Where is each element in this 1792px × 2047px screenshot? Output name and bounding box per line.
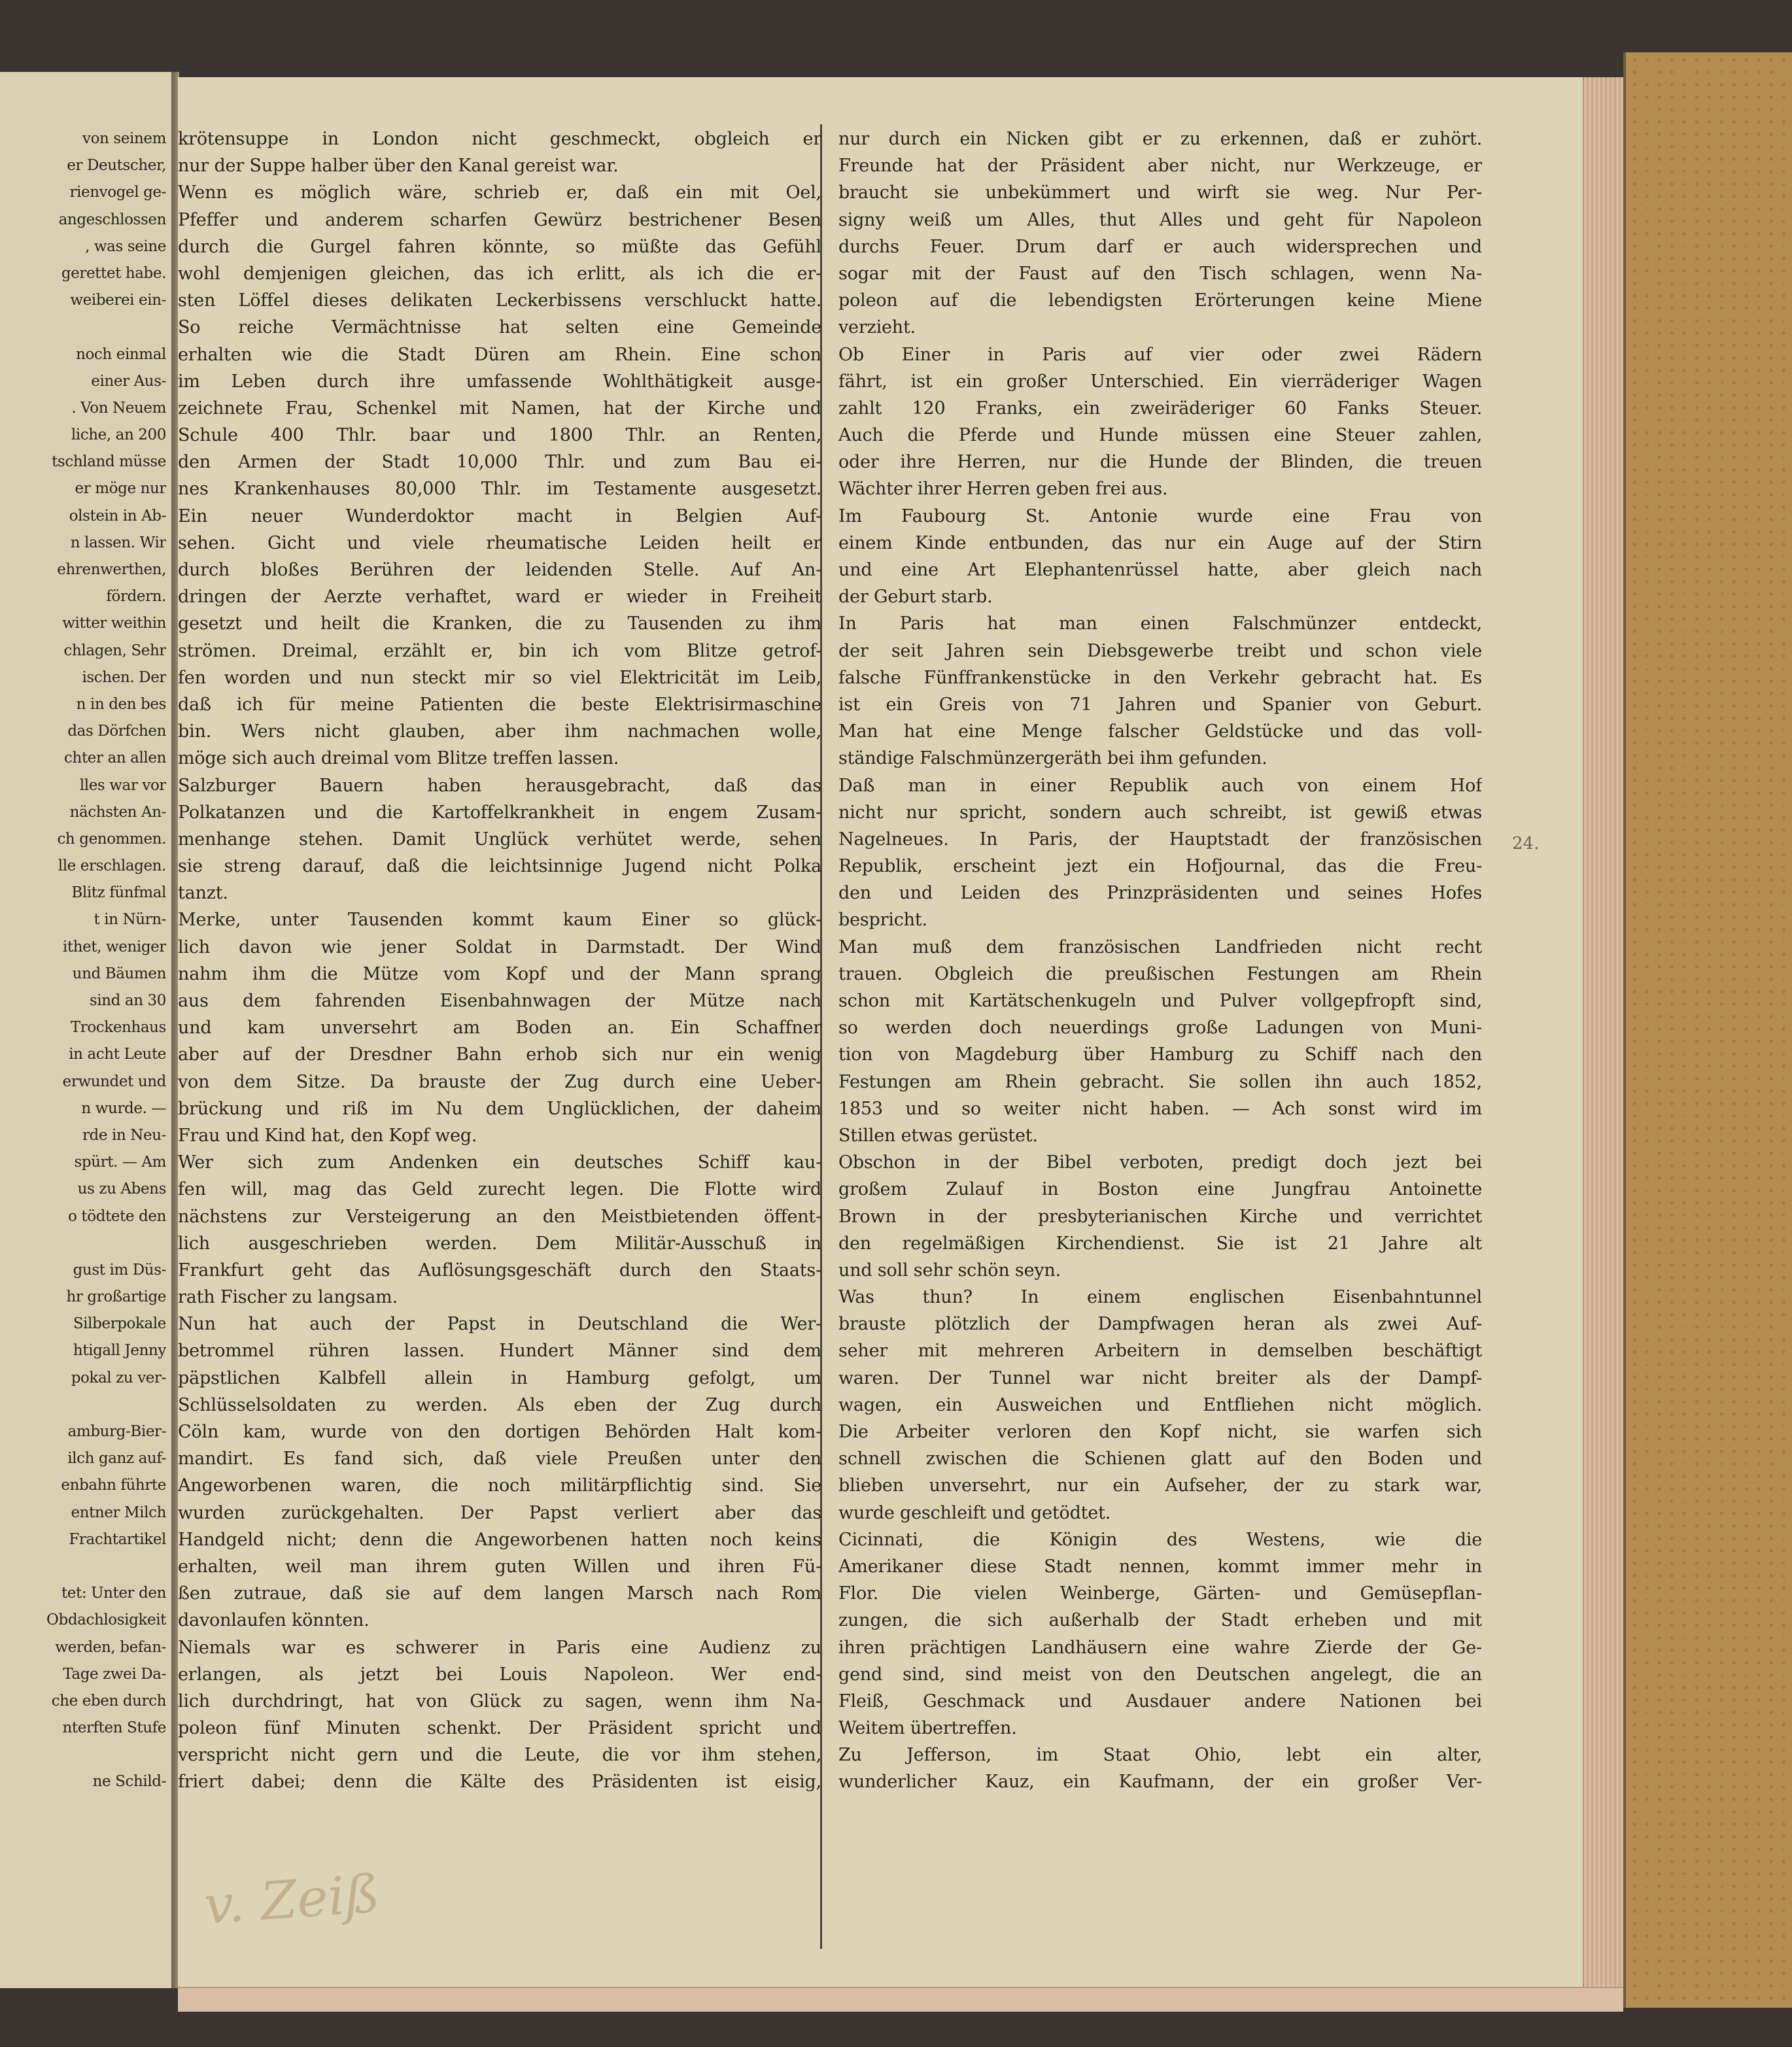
text-line: ehrenwerthen, xyxy=(57,561,166,578)
text-line: n in den bes xyxy=(76,695,166,713)
text-line: im Leben durch ihre umfassende Wohlthätigkeit ausge- xyxy=(178,371,821,392)
text-line: Cicinnati, die Königin des Westens, wie die xyxy=(838,1529,1482,1550)
text-line: fen will, mag das Geld zurecht legen. Die Flotte wird xyxy=(178,1179,821,1200)
text-line: erhalten wie die Stadt Düren am Rhein. Eine schon xyxy=(178,344,821,365)
text-line: schon mit Kartätschenkugeln und Pulver vollgepfropft sind, xyxy=(838,991,1482,1011)
bottom-page-edge xyxy=(178,1987,1623,2012)
text-line: zeichnete Frau, Schenkel mit Namen, hat der Kirche und xyxy=(178,398,821,419)
text-line: tanzt. xyxy=(178,883,228,904)
text-line: das Dörfchen xyxy=(67,723,166,740)
text-line: sehen. Gicht und viele rheumatische Leiden heilt er xyxy=(178,532,821,553)
text-line: Obschon in der Bibel verboten, predigt doch jezt bei xyxy=(838,1152,1482,1173)
text-line: großem Zulauf in Boston eine Jungfrau Antoinette xyxy=(838,1179,1482,1200)
text-line: Ob Einer in Paris auf vier oder zwei Rädern xyxy=(838,344,1482,365)
right-page xyxy=(178,77,1583,1987)
margin-note: 24. xyxy=(1512,834,1540,853)
text-line: Niemals war es schwerer in Paris eine Audienz zu xyxy=(178,1637,821,1658)
text-line: Wenn es möglich wäre, schrieb er, daß ein mit Oel, xyxy=(178,182,821,203)
text-line: päpstlichen Kalbfell allein in Hamburg gefolgt, um xyxy=(178,1368,821,1388)
text-line: Frau und Kind hat, den Kopf weg. xyxy=(178,1125,477,1146)
text-line: bespricht. xyxy=(838,910,927,931)
text-line: nur durch ein Nicken gibt er zu erkennen, daß er zuhört. xyxy=(838,129,1482,149)
text-line: , was seine xyxy=(85,237,166,255)
text-line: poleon auf die lebendigsten Erörterungen keine Miene xyxy=(838,290,1482,311)
text-line: chlagen, Sehr xyxy=(63,642,166,659)
left-page xyxy=(0,72,178,1988)
text-line: nicht nur spricht, sondern auch schreibt, ist gewiß etwas xyxy=(838,802,1482,823)
text-line: angeschlossen xyxy=(58,211,166,228)
text-line: ständige Falschmünzergeräth bei ihm gefunden. xyxy=(838,748,1267,769)
text-line: Salzburger Bauern haben herausgebracht, daß das xyxy=(178,775,821,796)
right-column-text xyxy=(838,126,1482,1796)
text-line: ßen zutraue, daß sie auf dem langen Marsch nach Rom xyxy=(178,1583,821,1604)
text-line xyxy=(9,314,166,341)
text-line: werden, befan- xyxy=(55,1638,166,1656)
text-line: Brown in der presbyterianischen Kirche und verrichtet xyxy=(838,1206,1482,1227)
text-line: einem Kinde entbunden, das nur ein Auge auf der Stirn xyxy=(838,532,1482,553)
text-line: enbahn führte xyxy=(61,1477,166,1494)
text-line: ist ein Greis von 71 Jahren und Spanier von Geburt. xyxy=(838,694,1482,715)
text-line: Ein neuer Wunderdoktor macht in Belgien Auf- xyxy=(178,506,821,526)
text-line: liche, an 200 xyxy=(71,426,166,444)
text-line: falsche Fünffrankenstücke in den Verkehr gebracht hat. Es xyxy=(838,667,1482,688)
left-column-text xyxy=(9,126,166,1796)
text-line: Schule 400 Thlr. baar und 1800 Thlr. an Renten, xyxy=(178,425,821,446)
text-line: nächsten An- xyxy=(69,803,166,821)
text-line: rath Fischer zu langsam. xyxy=(178,1287,398,1308)
text-line: aber auf der Dresdner Bahn erhob sich nur ein wenig xyxy=(178,1044,821,1065)
text-line xyxy=(9,1230,166,1257)
text-line: dringen der Aerzte verhaftet, ward er wieder in Freiheit xyxy=(178,587,821,608)
middle-column-text xyxy=(178,126,821,1796)
text-line: und soll sehr schön seyn. xyxy=(838,1260,1061,1281)
text-line: in acht Leute xyxy=(69,1046,166,1063)
text-line: lich durchdringt, hat von Glück zu sagen, wenn ihm Na- xyxy=(178,1691,821,1712)
text-line: verzieht. xyxy=(838,317,916,338)
text-line: rienvogel ge- xyxy=(69,184,166,201)
text-line: schnell zwischen die Schienen glatt auf den Boden und xyxy=(838,1449,1482,1470)
text-line: sogar mit der Faust auf den Tisch schlagen, wenn Na- xyxy=(838,263,1482,284)
text-line: trauen. Obgleich die preußischen Festungen am Rhein xyxy=(838,963,1482,984)
text-line: spürt. — Am xyxy=(74,1154,166,1171)
text-line: friert dabei; denn die Kälte des Präsidenten ist eisig, xyxy=(178,1772,821,1793)
text-line: weiberei ein- xyxy=(70,292,166,309)
text-line: und Bäumen xyxy=(72,965,166,982)
text-line: fen worden und nun steckt mir so viel Elektricität im Leib, xyxy=(178,667,821,688)
text-line: aus dem fahrenden Eisenbahnwagen der Mütze nach xyxy=(178,991,821,1011)
text-line: tet: Unter den xyxy=(61,1585,166,1602)
text-line: us zu Abens xyxy=(77,1180,166,1198)
text-line: Festungen am Rhein gebracht. Sie sollen ihn auch 1852, xyxy=(838,1071,1482,1092)
text-line: Nagelneues. In Paris, der Hauptstadt der französischen xyxy=(838,829,1482,850)
text-line: Pfeffer und anderem scharfen Gewürz bestrichener Besen xyxy=(178,209,821,230)
text-line: nächstens zur Versteigerung an den Meistbietenden öffent- xyxy=(178,1206,821,1227)
text-line: amburg-Bier- xyxy=(67,1423,166,1440)
text-line: lich davon wie jener Soldat in Darmstadt. Der Wind xyxy=(178,937,821,957)
cover-board xyxy=(1623,52,1792,2008)
text-line: ithet, weniger xyxy=(62,938,166,955)
text-line: Polkatanzen und die Kartoffelkrankheit in engem Zusam- xyxy=(178,802,821,823)
text-line: tschland müsse xyxy=(52,453,166,471)
text-line: lles war vor xyxy=(79,776,166,794)
text-line: lle erschlagen. xyxy=(58,857,166,875)
text-line: sind an 30 xyxy=(89,992,166,1009)
text-line: krötensuppe in London nicht geschmeckt, obgleich er xyxy=(178,129,821,149)
text-line: oder ihre Herren, nur die Hunde der Blinden, die treuen xyxy=(838,452,1482,473)
text-line: strömen. Dreimal, erzählt er, bin ich vom Blitze getrof- xyxy=(178,640,821,661)
text-line: Silberpokale xyxy=(73,1315,166,1333)
text-line: fährt, ist ein großer Unterschied. Ein vierräderiger Wagen xyxy=(838,371,1482,392)
text-line: Im Faubourg St. Antonie wurde eine Frau von xyxy=(838,506,1482,526)
text-line: sie streng darauf, daß die leichtsinnige Jugend nicht Polka xyxy=(178,856,821,877)
text-line: möge sich auch dreimal vom Blitze treffen lassen. xyxy=(178,748,619,769)
text-line: . Von Neuem xyxy=(71,399,166,417)
text-line: und eine Art Elephantenrüssel hatte, aber gleich nach xyxy=(838,560,1482,580)
text-line: wurden zurückgehalten. Der Papst verliert aber das xyxy=(178,1502,821,1523)
text-line: Nun hat auch der Papst in Deutschland die Wer- xyxy=(178,1314,821,1335)
text-line: pokal zu ver- xyxy=(71,1369,166,1386)
text-line: signy weiß um Alles, thut Alles und geht für Napoleon xyxy=(838,209,1482,230)
text-line: Fleiß, Geschmack und Ausdauer andere Nationen bei xyxy=(838,1691,1482,1712)
text-line: So reiche Vermächtnisse hat selten eine Gemeinde xyxy=(178,317,821,338)
text-line: Obdachlosigkeit xyxy=(46,1611,166,1629)
text-line: Freunde hat der Präsident aber nicht, nur Werkzeuge, er xyxy=(838,156,1482,177)
pencil-signature: v. Zeiß xyxy=(202,1863,382,1936)
text-line: Man muß dem französischen Landfrieden nicht recht xyxy=(838,937,1482,957)
text-line: erhalten, weil man ihrem guten Willen und ihren Fü- xyxy=(178,1556,821,1577)
text-line: von seinem xyxy=(82,130,166,147)
text-line: mandirt. Es fand sich, daß viele Preußen unter den xyxy=(178,1449,821,1470)
text-line: er Deutscher, xyxy=(67,157,166,175)
page-edge xyxy=(1583,77,1625,1987)
text-line: betrommel rühren lassen. Hundert Männer sind dem xyxy=(178,1341,821,1362)
text-line: 1853 und so weiter nicht haben. — Ach sonst wird im xyxy=(838,1098,1482,1119)
text-line: rde in Neu- xyxy=(82,1126,166,1144)
text-line: Stillen etwas gerüstet. xyxy=(838,1125,1038,1146)
text-line: der seit Jahren sein Diebsgewerbe treibt und schon viele xyxy=(838,640,1482,661)
text-line: Flor. Die vielen Weinberge, Gärten- und Gemüsepflan- xyxy=(838,1583,1482,1604)
text-line: Amerikaner diese Stadt nennen, kommt immer mehr in xyxy=(838,1556,1482,1577)
text-line: gerettet habe. xyxy=(61,264,166,282)
text-line: Angeworbenen waren, die noch militärpflichtig sind. Sie xyxy=(178,1475,821,1496)
text-line: nahm ihm die Mütze vom Kopf und der Mann sprang xyxy=(178,963,821,984)
text-line: zahlt 120 Franks, ein zweiräderiger 60 Fanks Steuer. xyxy=(838,398,1482,419)
text-line: Die Arbeiter verloren den Kopf nicht, sie warfen sich xyxy=(838,1422,1482,1442)
text-line: Handgeld nicht; denn die Angeworbenen hatten noch keins xyxy=(178,1529,821,1550)
text-line: brauste plötzlich der Dampfwagen heran als zwei Auf- xyxy=(838,1314,1482,1335)
text-line: wohl demjenigen gleichen, das ich erlitt, als ich die er- xyxy=(178,263,821,284)
text-line: noch einmal xyxy=(76,345,166,363)
text-line: seher mit mehreren Arbeitern in demselben beschäftigt xyxy=(838,1341,1482,1362)
text-line: lich ausgeschrieben werden. Dem Militär-Ausschuß in xyxy=(178,1233,821,1254)
text-line: wunderlicher Kauz, ein Kaufmann, der ein großer Ver- xyxy=(838,1772,1482,1793)
text-line: Daß man in einer Republik auch von einem Hof xyxy=(838,775,1482,796)
text-line: einer Aus- xyxy=(91,372,166,390)
text-line: blieben unversehrt, nur ein Aufseher, der zu stark war, xyxy=(838,1475,1482,1496)
text-line: und kam unversehrt am Boden an. Ein Schaffner xyxy=(178,1018,821,1039)
text-line: nterften Stufe xyxy=(62,1719,166,1737)
text-line: In Paris hat man einen Falschmünzer entdeckt, xyxy=(838,613,1482,634)
text-line: hr großartige xyxy=(66,1288,166,1306)
text-line: bin. Wers nicht glauben, aber ihm nachmachen wolle, xyxy=(178,721,821,742)
text-line: wurde geschleift und getödtet. xyxy=(838,1502,1111,1523)
text-line: Republik, erscheint jezt ein Hofjournal, das die Freu- xyxy=(838,856,1482,877)
text-line: ch genommen. xyxy=(57,830,166,848)
text-line: Was thun? In einem englischen Eisenbahntunnel xyxy=(838,1287,1482,1308)
text-line: von dem Sitze. Da brauste der Zug durch eine Ueber- xyxy=(178,1071,821,1092)
text-line: gesetzt und heilt die Kranken, die zu Tausenden zu ihm xyxy=(178,613,821,634)
text-line: fördern. xyxy=(106,588,166,606)
text-line: n wurde. — xyxy=(81,1099,166,1117)
text-line xyxy=(9,1392,166,1419)
text-line: nur der Suppe halber über den Kanal gereist war. xyxy=(178,156,619,177)
text-line: Cöln kam, wurde von den dortigen Behörden Halt kom- xyxy=(178,1422,821,1442)
text-line: olstein in Ab- xyxy=(69,507,166,525)
text-line: braucht sie unbekümmert und wirft sie weg. Nur Per- xyxy=(838,182,1482,203)
text-line: den regelmäßigen Kirchendienst. Sie ist 21 Jahre alt xyxy=(838,1233,1482,1254)
text-line: ne Schild- xyxy=(92,1773,166,1791)
text-line: daß ich für meine Patienten die beste Elektrisirmaschine xyxy=(178,694,821,715)
text-line: den und Leiden des Prinzpräsidenten und seines Hofes xyxy=(838,883,1482,904)
text-line: ihren prächtigen Landhäusern eine wahre Zierde der Ge- xyxy=(838,1637,1482,1658)
text-line: poleon fünf Minuten schenkt. Der Präsident spricht und xyxy=(178,1718,821,1739)
text-line xyxy=(9,1742,166,1768)
text-line: er möge nur xyxy=(75,480,166,498)
text-line: davonlaufen könnten. xyxy=(178,1610,370,1631)
text-line: Merke, unter Tausenden kommt kaum Einer so glück- xyxy=(178,910,821,931)
text-line: entner Milch xyxy=(71,1504,166,1521)
text-line: Man hat eine Menge falscher Geldstücke und das voll- xyxy=(838,721,1482,742)
text-line: o tödtete den xyxy=(68,1207,166,1225)
text-line: Zu Jefferson, im Staat Ohio, lebt ein alter, xyxy=(838,1745,1482,1766)
text-line: ischen. Der xyxy=(82,668,166,686)
text-line: Schlüsselsoldaten zu werden. Als eben der Zug durch xyxy=(178,1394,821,1415)
text-line: durchs Feuer. Drum darf er auch widersprechen und xyxy=(838,236,1482,257)
text-line: che eben durch xyxy=(51,1692,166,1710)
text-line: waren. Der Tunnel war nicht breiter als der Dampf- xyxy=(838,1368,1482,1388)
text-line: t in Nürn- xyxy=(94,911,166,929)
text-line: Blitz fünfmal xyxy=(71,884,166,902)
text-line: Wer sich zum Andenken ein deutsches Schiff kau- xyxy=(178,1152,821,1173)
text-line: Weitem übertreffen. xyxy=(838,1718,1017,1739)
text-line: Frachtartikel xyxy=(69,1530,166,1548)
text-line: zungen, die sich außerhalb der Stadt erheben und mit xyxy=(838,1610,1482,1631)
text-line: witter weithin xyxy=(62,615,166,632)
text-line: n lassen. Wir xyxy=(70,534,166,551)
text-line: der Geburt starb. xyxy=(838,587,993,608)
text-line: Wächter ihrer Herren geben frei aus. xyxy=(838,479,1168,500)
text-line xyxy=(9,1553,166,1580)
text-line: Auch die Pferde und Hunde müssen eine Steuer zahlen, xyxy=(838,425,1482,446)
text-line: sten Löffel dieses delikaten Leckerbissens verschluckt hatte. xyxy=(178,290,821,311)
text-line: ilch ganz auf- xyxy=(67,1450,166,1468)
text-line: verspricht nicht gern und die Leute, die vor ihm stehen, xyxy=(178,1745,821,1766)
text-line: tion von Magdeburg über Hamburg zu Schiff nach den xyxy=(838,1044,1482,1065)
text-line: den Armen der Stadt 10,000 Thlr. und zum Bau ei- xyxy=(178,452,821,473)
text-line: gend sind, sind meist von den Deutschen angelegt, die an xyxy=(838,1664,1482,1685)
text-line: durch bloßes Berühren der leidenden Stelle. Auf An- xyxy=(178,560,821,580)
text-line: erlangen, als jetzt bei Louis Napoleon. Wer end- xyxy=(178,1664,821,1685)
text-line: htigall Jenny xyxy=(73,1342,166,1360)
text-line: menhange stehen. Damit Unglück verhütet werde, sehen xyxy=(178,829,821,850)
text-line: brückung und riß im Nu dem Unglücklichen, der daheim xyxy=(178,1098,821,1119)
text-line: so werden doch neuerdings große Ladungen von Muni- xyxy=(838,1018,1482,1039)
text-line: nes Krankenhauses 80,000 Thlr. im Testamente ausgesetzt. xyxy=(178,479,821,500)
text-line: Trockenhaus xyxy=(70,1019,166,1037)
text-line: chter an allen xyxy=(64,749,166,767)
text-line: wagen, ein Ausweichen und Entfliehen nicht möglich. xyxy=(838,1394,1482,1415)
text-line: gust im Düs- xyxy=(73,1261,166,1279)
text-line: durch die Gurgel fahren könnte, so müßte das Gefühl xyxy=(178,236,821,257)
text-line: Tage zwei Da- xyxy=(63,1665,166,1683)
text-line: erwundet und xyxy=(62,1073,166,1090)
text-line: Frankfurt geht das Auflösungsgeschäft durch den Staats- xyxy=(178,1260,821,1281)
